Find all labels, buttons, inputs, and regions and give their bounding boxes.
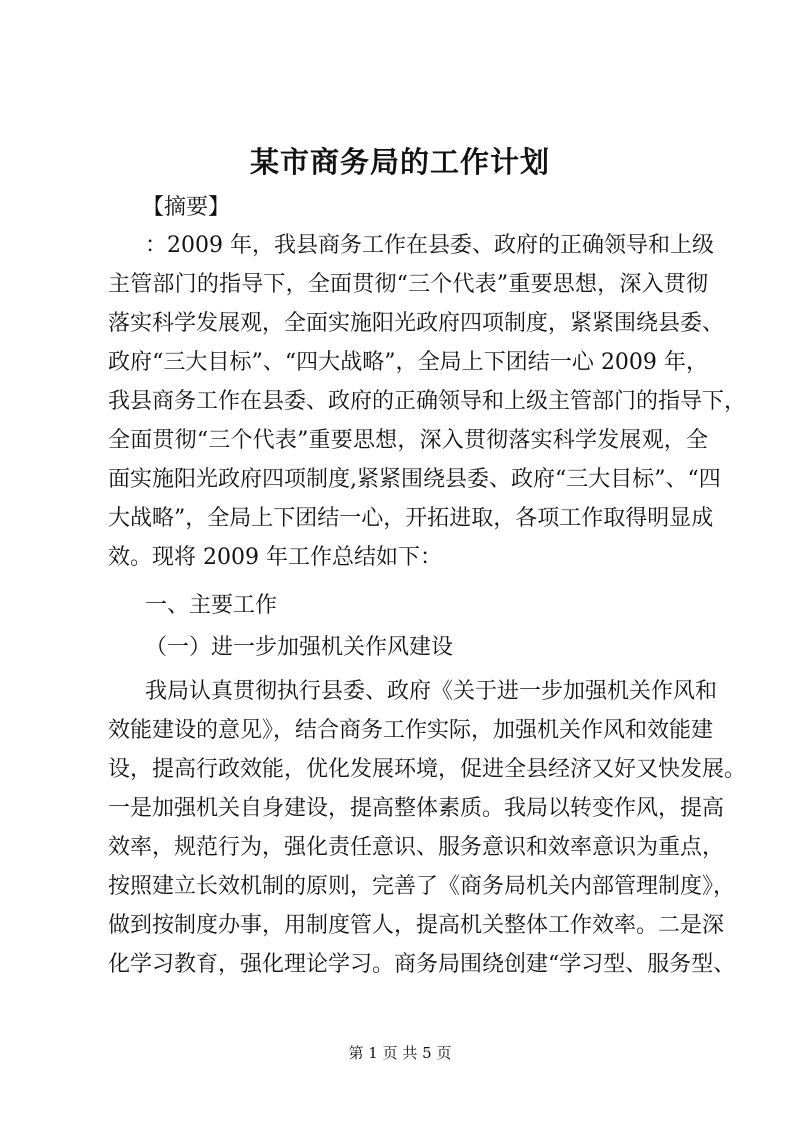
document-title: 某市商务局的工作计划 (249, 145, 550, 179)
text-line: 我局认真贯彻执行县委、政府《关于进一步加强机关作风和 (145, 679, 718, 704)
text-line: 效能建设的意见》，结合商务工作实际，加强机关作风和效能建 (108, 718, 714, 743)
abstract-label: 【摘要】 (142, 195, 231, 220)
text-line: 做到按制度办事，用制度管人，提高机关整体工作效率。二是深 (108, 913, 725, 938)
text-line: 设，提高行政效能，优化发展环境，促进全县经济又好又快发展。 (108, 757, 747, 782)
text-line: 我县商务工作在县委、政府的正确领导和上级主管部门的指导下， (108, 389, 747, 414)
text-line: 面实施阳光政府四项制度,紧紧围绕县委、政府“三大目标”、“四 (108, 467, 721, 492)
text-line: 落实科学发展观，全面实施阳光政府四项制度，紧紧围绕县委、 (108, 311, 725, 336)
text-line: 效。现将 2009 年工作总结如下： (108, 545, 442, 570)
subsection-heading: （一）进一步加强机关作风建设 (145, 635, 454, 660)
page-footer: 第 1 页 共 5 页 (348, 1044, 452, 1062)
text-line: 按照建立长效机制的原则，完善了《商务局机关内部管理制度》， (108, 874, 736, 899)
text-line: 政府“三大目标”、“四大战略”，全局上下团结一心 2009 年， (108, 350, 708, 375)
text-line: 全面贯彻“三个代表”重要思想，深入贯彻落实科学发展观，全 (108, 428, 708, 453)
section-heading: 一、主要工作 (145, 593, 278, 618)
text-line: 主管部门的指导下，全面贯彻“三个代表”重要思想，深入贯彻 (108, 272, 708, 297)
text-line: 效率，规范行为，强化责任意识、服务意识和效率意识为重点， (108, 835, 725, 860)
text-line: 一是加强机关自身建设，提高整体素质。我局以转变作风，提高 (108, 796, 725, 821)
text-line: ：2009 年，我县商务工作在县委、政府的正确领导和上级 (145, 233, 714, 258)
text-line: 大战略”，全局上下团结一心，开拓进取，各项工作取得明显成 (108, 506, 714, 531)
text-line: 化学习教育，强化理论学习。商务局围绕创建“学习型、服务型、 (108, 952, 736, 977)
